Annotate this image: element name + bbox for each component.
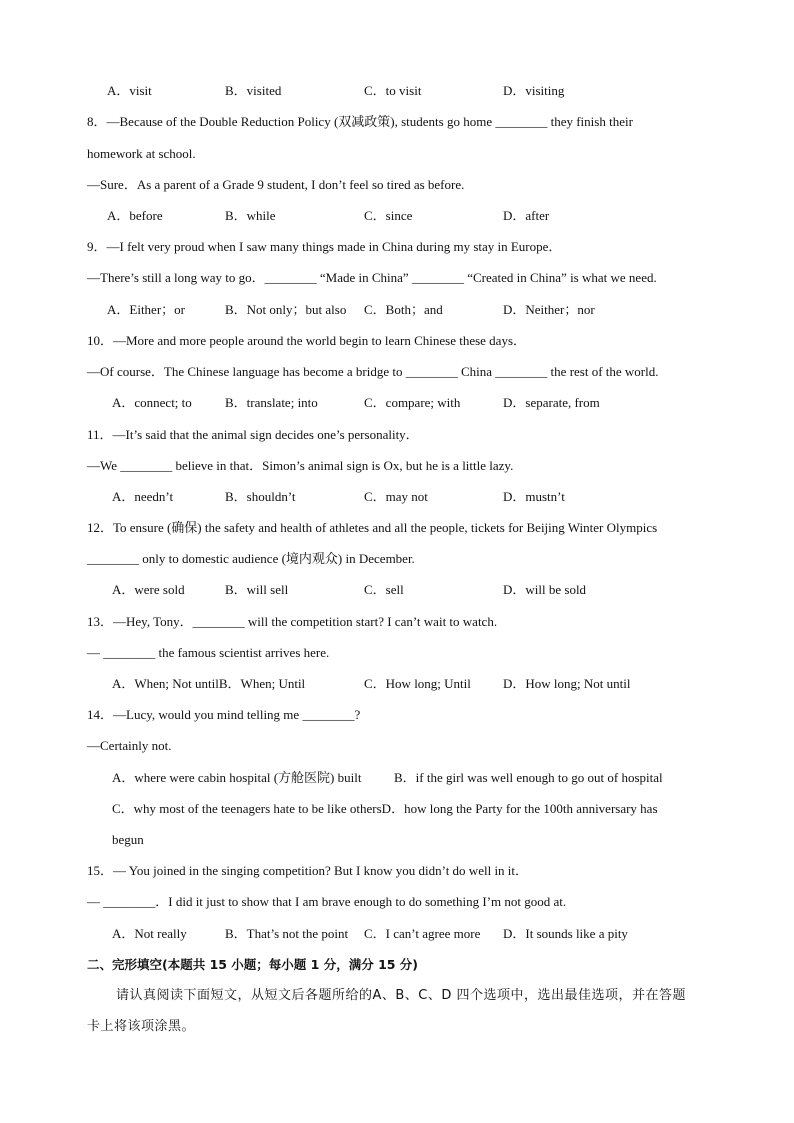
q8-option-a: A．before (107, 208, 163, 223)
q13-option-c: C．How long; Until (364, 676, 471, 691)
q10-line-1: 10．—More and more people around the world begin to learn Chinese these days． (87, 333, 526, 348)
section-2-instruction-2: 卡上将该项涂黑。 (87, 1019, 196, 1034)
q7-option-c: C．to visit (364, 83, 422, 98)
q7-option-d: D．visiting (503, 83, 565, 98)
q8-line-3: —Sure．As a parent of a Grade 9 student, I don’t feel so tired as before. (87, 177, 465, 192)
q11-option-c: C．may not (364, 489, 428, 504)
q8-option-d: D．after (503, 208, 550, 223)
q13-option-d: D．How long; Not until (503, 676, 631, 691)
q12-line-2: ________ only to domestic audience (境内观众) in December. (87, 551, 415, 566)
q15-option-c: C．I can’t agree more (364, 926, 481, 941)
q15-option-a: A．Not really (112, 926, 187, 941)
q12-option-a: A．were sold (112, 582, 185, 597)
q13-line-2: — ________ the famous scientist arrives here. (87, 645, 330, 660)
q9-line-2: —There’s still a long way to go．________ “Made in China” ________ “Created in China” is what we need. (87, 270, 657, 285)
q7-option-b: B．visited (225, 83, 282, 98)
q8-line-2: homework at school. (87, 146, 196, 161)
q12-option-c: C．sell (364, 582, 404, 597)
q9-line-1: 9．—I felt very proud when I saw many things made in China during my stay in Europe． (87, 239, 562, 254)
q10-option-c: C．compare; with (364, 395, 461, 410)
q15-option-b: B．That’s not the point (225, 926, 349, 941)
q8-option-b: B．while (225, 208, 276, 223)
q9-option-c: C．Both；and (364, 302, 443, 317)
q14-line-2: —Certainly not. (87, 738, 172, 753)
q12-line-1: 12．To ensure (确保) the safety and health of athletes and all the people, tickets for Beijing Winter Olympics (87, 520, 658, 535)
q13-option-ab: A．When; Not untilB．When; Until (112, 676, 306, 691)
q10-line-2: —Of course．The Chinese language has become a bridge to ________ China ________ the rest of the world. (87, 364, 659, 379)
q14-option-d-cont: begun (112, 832, 144, 847)
q12-option-b: B．will sell (225, 582, 289, 597)
q11-line-2: —We ________ believe in that．Simon’s animal sign is Ox, but he is a little lazy. (87, 458, 514, 473)
q9-option-b: B．Not only；but also (225, 302, 347, 317)
q9-option-d: D．Neither；nor (503, 302, 595, 317)
q11-line-1: 11．—It’s said that the animal sign decides one’s personality． (87, 427, 419, 442)
q14-option-b: B．if the girl was well enough to go out of hospital (394, 770, 663, 785)
q7-option-a: A．visit (107, 83, 152, 98)
q10-option-a: A．connect; to (112, 395, 192, 410)
q15-line-2: — ________．I did it just to show that I am brave enough to do something I’m not good at. (87, 894, 567, 909)
q14-option-a: A．where were cabin hospital (方舱医院) built (112, 770, 362, 785)
q11-option-a: A．needn’t (112, 489, 174, 504)
section-2-heading: 二、完形填空(本题共 15 小题；每小题 1 分，满分 15 分) (87, 957, 419, 972)
q10-option-d: D．separate, from (503, 395, 600, 410)
q14-option-cd: C．why most of the teenagers hate to be like othersD．how long the Party for the 100th anniversary has (112, 801, 658, 816)
q15-option-d: D．It sounds like a pity (503, 926, 628, 941)
section-2-instruction-1: 请认真阅读下面短文，从短文后各题所给的A、B、C、D 四个选项中，选出最佳选项，并在答题 (116, 988, 687, 1003)
q15-line-1: 15．— You joined in the singing competition? But I know you didn’t do well in it． (87, 863, 529, 878)
q11-option-b: B．shouldn’t (225, 489, 296, 504)
q10-option-b: B．translate; into (225, 395, 318, 410)
q13-line-1: 13．—Hey, Tony．________ will the competition start? I can’t wait to watch. (87, 614, 498, 629)
q11-option-d: D．mustn’t (503, 489, 565, 504)
q8-line-1: 8．—Because of the Double Reduction Policy (双减政策), students go home ________ they finish their (87, 114, 633, 129)
q8-option-c: C．since (364, 208, 413, 223)
q9-option-a: A．Either；or (107, 302, 185, 317)
q14-line-1: 14．—Lucy, would you mind telling me ________? (87, 707, 361, 722)
q12-option-d: D．will be sold (503, 582, 587, 597)
